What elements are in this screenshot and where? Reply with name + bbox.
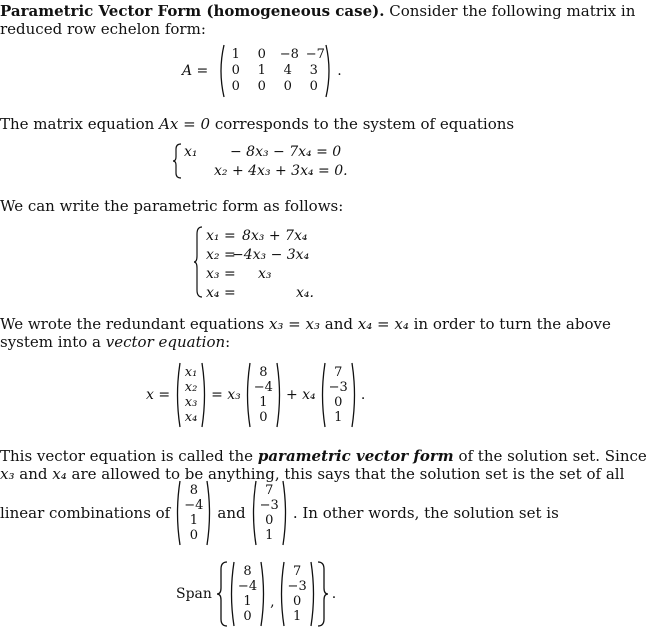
intro-line-2: reduced row echelon form: <box>0 20 206 38</box>
matrix-a <box>217 44 333 98</box>
left-paren-icon <box>174 480 181 546</box>
vector-entry: 1 <box>189 513 198 528</box>
vector-entry: −4 <box>237 579 258 594</box>
matrix-a-block <box>182 44 342 98</box>
vector-entry: 0 <box>259 410 268 425</box>
left-paren-icon <box>217 44 225 98</box>
para-4-line-3-and: and <box>217 504 246 522</box>
left-brace-icon-2 <box>193 226 203 302</box>
para-1-pre: The matrix equation <box>0 115 155 133</box>
vector-entry: −3 <box>328 380 348 395</box>
matrix-a-entry: 1 <box>257 63 266 78</box>
vector-entry: 7 <box>334 365 343 380</box>
vector-entry: 8 <box>243 564 252 579</box>
left-paren-icon <box>228 561 235 627</box>
matrix-a-period: . <box>337 63 342 79</box>
matrix-a-entries <box>225 47 325 95</box>
system-2-rhs: −4x₃ − 3x₄ <box>232 247 310 263</box>
system-1-row-1: − 8x₃ − 7x₄ = 0 <box>230 144 342 160</box>
vector-entry: 1 <box>334 410 343 425</box>
para-4-line-3 <box>0 478 559 548</box>
vector-entry: 0 <box>265 513 274 528</box>
intro-line-1 <box>0 2 635 20</box>
para-3-colon: : <box>225 333 231 351</box>
right-paren-icon <box>201 362 208 428</box>
para-4-line-3-post: . In other words, the solution set is <box>292 504 559 522</box>
system-2-rhs: 8x₃ + 7x₄ <box>242 228 308 244</box>
vector-eq-x3: = x₃ <box>211 387 241 403</box>
vector-entry: 0 <box>189 528 198 543</box>
para-4-line-2-post: are allowed to be anything, this says that the solution set is the set of all <box>71 465 625 483</box>
system-2-rhs: x₄. <box>296 285 314 301</box>
right-paren-icon <box>325 44 333 98</box>
vector-entry: 0 <box>334 395 343 410</box>
left-paren-icon <box>319 362 326 428</box>
vector-v2 <box>319 362 358 428</box>
span-comma: , <box>270 594 275 610</box>
span-label: Span <box>176 586 212 602</box>
right-paren-icon <box>260 561 267 627</box>
vector-entry: x₃ <box>184 395 198 410</box>
vector-eq-period: . <box>360 387 366 403</box>
left-paren-icon <box>244 362 251 428</box>
vector-entry: −4 <box>253 380 273 395</box>
vector-entry: 0 <box>292 594 302 609</box>
vector-equation <box>146 360 365 430</box>
para-3-post: in order to turn the above <box>413 315 611 333</box>
system-2-rhs: x₃ <box>258 266 272 282</box>
matrix-a-entry: 0 <box>257 47 266 62</box>
right-paren-icon <box>206 480 213 546</box>
para-1-post: corresponds to the system of equations <box>214 115 515 133</box>
matrix-a-entry: −8 <box>279 47 299 62</box>
vector-entry: 7 <box>265 483 274 498</box>
matrix-a-entry: 4 <box>283 63 292 78</box>
left-curly-brace-icon <box>216 561 228 627</box>
vector-eq-x4: + x₄ <box>285 387 316 403</box>
left-paren-icon <box>174 362 181 428</box>
para-4-pre: This vector equation is called the <box>0 447 254 465</box>
parametric-vector-form-term: parametric vector form <box>257 447 454 465</box>
para-2: We can write the parametric form as follows: <box>0 197 344 215</box>
para-3-pre: We wrote the redundant equations <box>0 315 265 333</box>
section-title: Parametric Vector Form (homogeneous case). <box>0 2 385 20</box>
span-vector-1 <box>228 561 267 627</box>
system-1-row-1-var: x₁ <box>184 144 198 160</box>
matrix-a-entry: 0 <box>231 63 240 78</box>
right-paren-icon <box>351 362 358 428</box>
matrix-a-entry: 3 <box>309 63 318 78</box>
vector-entry: −3 <box>287 579 307 594</box>
system-2-lhs: x₃ = <box>206 266 236 282</box>
para-3-eq-2: x₄ = x₄ <box>357 315 409 333</box>
system-2-lhs: x₂ = <box>206 247 236 263</box>
matrix-a-entry: 0 <box>309 79 318 94</box>
vector-entry: −4 <box>184 498 204 513</box>
para-3-line-1 <box>0 315 611 333</box>
right-paren-icon <box>310 561 317 627</box>
vector-equation-term: vector equation <box>105 333 226 351</box>
para-1 <box>0 115 514 133</box>
para-4-line-3-pre: linear combinations of <box>0 504 171 522</box>
span-vector-2 <box>278 561 317 627</box>
matrix-a-entry: −7 <box>305 47 325 62</box>
vector-entry: 0 <box>243 609 252 624</box>
matrix-a-entry: 0 <box>283 79 292 94</box>
matrix-a-label: A = <box>182 63 209 79</box>
system-1-row-2: x₂ + 4x₃ + 3x₄ = 0. <box>214 163 348 179</box>
vector-entry: x₂ <box>184 380 198 395</box>
system-2 <box>206 227 326 303</box>
combination-vector-2 <box>250 480 289 546</box>
left-paren-icon <box>250 480 257 546</box>
para-4-x4: x₄ <box>52 465 67 483</box>
right-paren-icon <box>282 480 289 546</box>
para-4-and: and <box>19 465 48 483</box>
para-4-post: of the solution set. Since <box>458 447 647 465</box>
para-4-x3: x₃ <box>0 465 15 483</box>
vector-entry: x₄ <box>184 410 198 425</box>
para-3-line-2 <box>0 333 230 351</box>
para-1-equation: Ax = 0 <box>159 115 211 133</box>
system-2-lhs: x₄ = <box>206 285 236 301</box>
vector-entry: 7 <box>292 564 302 579</box>
right-paren-icon <box>276 362 283 428</box>
left-brace-icon <box>172 143 182 183</box>
span-period: . <box>331 586 337 602</box>
left-paren-icon <box>278 561 285 627</box>
intro-text: Consider the following matrix in <box>389 2 636 20</box>
vector-entry: −3 <box>259 498 279 513</box>
matrix-a-entry: 0 <box>231 79 240 94</box>
span-expression <box>176 560 336 628</box>
combination-vector-1 <box>174 480 213 546</box>
vector-x <box>174 362 208 428</box>
vector-entry: 1 <box>265 528 274 543</box>
para-4-line-1 <box>0 447 647 465</box>
matrix-a-entry: 1 <box>231 47 240 62</box>
vector-entry: 8 <box>189 483 198 498</box>
vector-eq-x-label: x = <box>146 387 171 403</box>
vector-entry: 1 <box>259 395 268 410</box>
vector-entry: 8 <box>259 365 268 380</box>
vector-v1 <box>244 362 283 428</box>
vector-entry: x₁ <box>184 365 198 380</box>
system-2-lhs: x₁ = <box>206 228 236 244</box>
right-curly-brace-icon <box>317 561 329 627</box>
matrix-a-entry: 0 <box>257 79 266 94</box>
vector-entry: 1 <box>243 594 252 609</box>
para-3-eq-1: x₃ = x₃ <box>268 315 320 333</box>
para-3-line-2-pre: system into a <box>0 333 101 351</box>
vector-entry: 1 <box>292 609 302 624</box>
para-3-and: and <box>324 315 353 333</box>
